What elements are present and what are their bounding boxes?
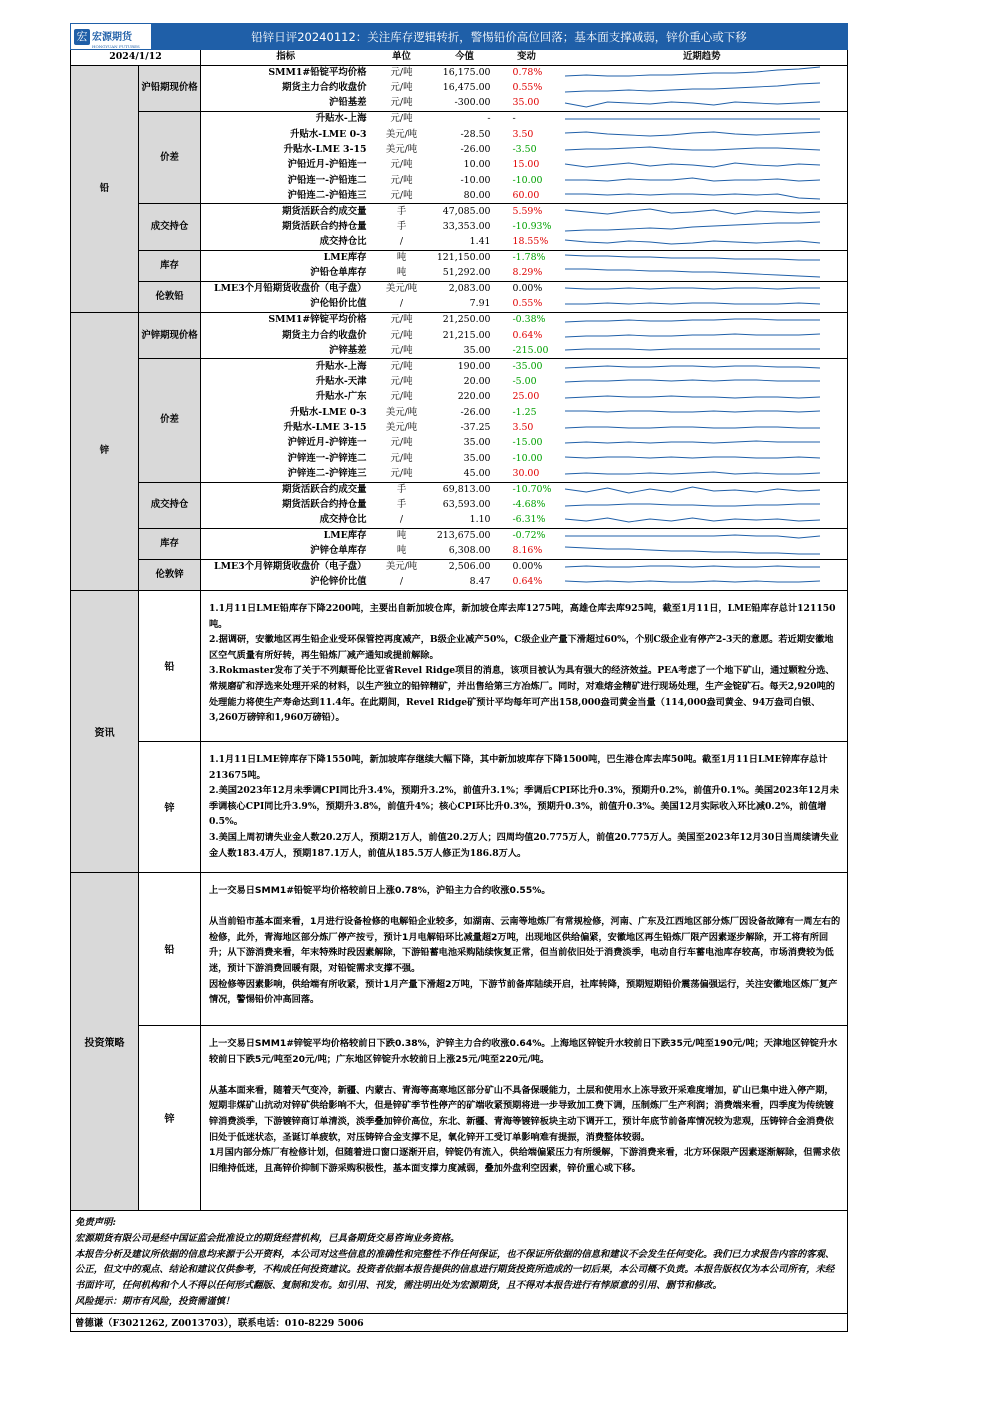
unit-cell: 吨 bbox=[371, 528, 433, 544]
value-cell: -26.00 bbox=[460, 143, 491, 155]
unit-cell: 元/吨 bbox=[390, 174, 413, 186]
trend-line bbox=[565, 396, 820, 398]
unit-cell: 手 bbox=[396, 221, 407, 233]
indicator-name: LME库存 bbox=[201, 528, 371, 544]
trend-sparkline bbox=[557, 559, 848, 575]
group-label: 库存 bbox=[139, 528, 201, 559]
unit-cell: 美元/吨 bbox=[385, 143, 418, 155]
unit-cell: 美元/吨 bbox=[371, 559, 433, 575]
indicator-row bbox=[71, 559, 848, 575]
logo-subtext: HONGYUAN FUTURES bbox=[92, 43, 140, 49]
change-cell: 60.00 bbox=[512, 189, 540, 201]
change-cell: -0.38% bbox=[497, 312, 557, 328]
trend-sparkline bbox=[557, 142, 848, 157]
trend-line bbox=[565, 255, 820, 260]
unit-cell: 美元/吨 bbox=[371, 281, 433, 297]
value-cell: 21,215.00 bbox=[442, 329, 491, 341]
trend-sparkline bbox=[557, 328, 848, 343]
news-lead-text: 1.1月11日LME铅库存下降2200吨，主要出自新加坡仓库，新加坡仓库去库1275吨，高雄仓库去库925吨，截至1月11日，LME铅库存总计121150吨。 2.据调研，安徽地区再生铅企业受环保管控再度减产，B级企业减产50%，C级企业产量下滑超过60%，个别C级企业有停产2-3天的意愿。若近期安徽地区空气质量有所好转，再生铅炼厂减产通知或提前解除。 3.Rokmaster发布了关于不列颠哥伦比亚省Revel Ridge项目的消息，该项目被认为具有强大的经济效益。PEA考虑了一个地下矿山，通过颗粒分选、常规磨矿和浮选来处理开采的材料，以生产独立的铅锌精矿，并出售给第三方冶炼厂。同时，对难熔金精矿进行现场处理，生产金锭矿石。每天2,920吨的处理能力将使生产寿命达到11.4年。在此期间，Revel Ridge矿预计平均每年可产出158,000盎司黄金当量（114,000盎司黄金、94万盎司白银、3,260万磅锌和1,960万磅铅）。 bbox=[209, 602, 836, 724]
indicator-name: SMM1#铅锭平均价格 bbox=[201, 65, 371, 81]
trend-sparkline bbox=[557, 343, 848, 359]
change-cell: 25.00 bbox=[512, 391, 540, 403]
value-cell: 220.00 bbox=[457, 391, 491, 403]
trend-line bbox=[565, 288, 820, 289]
logo-icon: 宏 bbox=[74, 29, 90, 45]
indicator-name: 期货主力合约收盘价 bbox=[282, 329, 367, 341]
metal-label: 锌 bbox=[71, 312, 139, 590]
indicator-name: 沪锌连二-沪锌连三 bbox=[287, 468, 367, 480]
indicator-name: 沪锌近月-沪锌连一 bbox=[287, 437, 367, 449]
value-cell: 1.41 bbox=[469, 236, 491, 248]
trend-sparkline bbox=[557, 359, 848, 375]
unit-cell: 美元/吨 bbox=[385, 422, 418, 434]
change-cell: -5.00 bbox=[512, 375, 537, 387]
trend-line bbox=[565, 349, 820, 350]
trend-line bbox=[565, 441, 820, 443]
value-cell: 16,475.00 bbox=[442, 82, 491, 94]
indicator-name: 沪铅连一-沪铅连二 bbox=[287, 174, 367, 186]
indicator-name: 沪铅近月-沪铅连一 bbox=[287, 159, 367, 171]
indicator-name: 沪铅基差 bbox=[329, 97, 367, 109]
group-label: 成交持仓 bbox=[139, 482, 201, 528]
indicator-name: 沪锌连一-沪锌连二 bbox=[287, 452, 367, 464]
indicator-row bbox=[71, 111, 848, 127]
trend-sparkline bbox=[557, 297, 848, 313]
trend-line bbox=[565, 209, 820, 214]
trend-line bbox=[565, 319, 820, 322]
trend-sparkline bbox=[557, 173, 848, 188]
indicator-name: 沪锌仓单库存 bbox=[310, 545, 367, 557]
change-cell: -10.00 bbox=[512, 174, 543, 186]
strategy-zinc-text: 上一交易日SMM1#锌锭平均价格较前日下跌0.38%，沪锌主力合约收涨0.64%。上海地区锌锭升水较前日下跌35元/吨至190元/吨；天津地区锌锭升水较前日下跌5元/吨至20元/吨；广东地区锌锭升水较前日上涨25元/吨至220元/吨。 从基本面来看，随着天气变冷，新疆、内蒙古、青海等高寒地区部分矿山不具备保暖能力，土层和使用水上冻导致开采难度增加，矿山已集中进入停产期，短期非煤矿山抗动对锌矿供给影响不大，但是锌矿季节性停产的矿端收紧预期将进一步导致加工费下调，压制炼厂生产利润；消费端来看，四季度为传统镀锌消费淡季，下游镀锌商订单清淡，淡季叠加锌价高位，东北、新疆、青海等镀锌板块主动下调开工，预计年底节前备库情况较为悲观，压铸锌合金消费依旧处于低迷状态，圣诞订单疲软，对压铸锌合金支撑不足，氧化锌开工受订单影响难有提振，消费整体较弱。 1月国内部分炼厂有检修计划，但随着进口窗口逐渐开启，锌锭仍有流入，供给端偏紧压力有所缓解，下游消费来看，北方环保限产因素逐渐解除，但需求依旧维持低迷，且高锌价抑制下游采购积极性，基本面支撑力度减弱，叠加外盘利空因素，锌价重心或下移。 bbox=[209, 1037, 841, 1174]
trend-line bbox=[565, 269, 820, 277]
value-cell: -28.50 bbox=[460, 128, 491, 140]
strategy-lead bbox=[139, 873, 847, 1025]
col-unit: 单位 bbox=[371, 50, 433, 65]
strategy-lead-label: 铅 bbox=[139, 873, 201, 1025]
trend-line bbox=[565, 147, 820, 150]
indicator-name: 沪伦锌价比值 bbox=[310, 576, 367, 588]
trend-sparkline bbox=[557, 188, 848, 204]
value-cell: 1.10 bbox=[469, 514, 491, 526]
trend-sparkline bbox=[557, 235, 848, 251]
trend-sparkline bbox=[557, 96, 848, 112]
trend-line bbox=[565, 380, 820, 382]
column-header-row bbox=[71, 50, 848, 65]
value-cell: - bbox=[433, 111, 497, 127]
group-label: 价差 bbox=[139, 359, 201, 482]
unit-cell: 手 bbox=[371, 204, 433, 220]
trend-line bbox=[565, 457, 820, 458]
value-cell: 35.00 bbox=[463, 344, 491, 356]
value-cell: 190.00 bbox=[433, 359, 497, 375]
indicator-table bbox=[70, 50, 848, 591]
trend-sparkline bbox=[557, 81, 848, 96]
trend-sparkline bbox=[557, 65, 848, 81]
trend-line bbox=[565, 487, 820, 493]
trend-line bbox=[565, 535, 820, 538]
indicator-name: 期货活跃合约成交量 bbox=[201, 204, 371, 220]
news-block bbox=[71, 591, 847, 872]
unit-cell: 元/吨 bbox=[390, 82, 413, 94]
trend-line bbox=[565, 334, 820, 337]
value-cell: 2,083.00 bbox=[433, 281, 497, 297]
col-indicator: 指标 bbox=[201, 50, 371, 65]
trend-sparkline bbox=[557, 204, 848, 220]
change-cell: 15.00 bbox=[512, 159, 540, 171]
indicator-name: 升贴水-上海 bbox=[201, 359, 371, 375]
trend-sparkline bbox=[557, 127, 848, 142]
value-cell: 20.00 bbox=[463, 375, 491, 387]
value-cell: 8.47 bbox=[469, 576, 491, 588]
indicator-name: 升贴水-天津 bbox=[315, 375, 367, 387]
col-change: 变动 bbox=[497, 50, 557, 65]
trend-sparkline bbox=[557, 451, 848, 466]
trend-sparkline bbox=[557, 405, 848, 420]
indicator-row bbox=[71, 65, 848, 81]
change-cell: -10.93% bbox=[512, 221, 552, 233]
value-cell: 21,250.00 bbox=[433, 312, 497, 328]
trend-line bbox=[565, 547, 820, 554]
unit-cell: / bbox=[399, 514, 404, 526]
strategy-zinc bbox=[139, 1025, 847, 1210]
indicator-name: 成交持仓比 bbox=[319, 514, 367, 526]
analyst-contact: 曾德谦（F3021262, Z0013703），联系电话：010-8229 5006 bbox=[70, 1314, 848, 1332]
value-cell: 63,593.00 bbox=[442, 499, 491, 511]
news-zinc-label: 锌 bbox=[139, 742, 201, 872]
group-label: 价差 bbox=[139, 111, 201, 204]
strategy-block bbox=[71, 872, 847, 1210]
unit-cell: 元/吨 bbox=[371, 65, 433, 81]
indicator-row bbox=[71, 204, 848, 220]
indicator-name: 沪锌基差 bbox=[329, 344, 367, 356]
trend-sparkline bbox=[557, 281, 848, 297]
unit-cell: 元/吨 bbox=[390, 159, 413, 171]
value-cell: 213,675.00 bbox=[433, 528, 497, 544]
disclaimer: 免责声明: 宏源期货有限公司是经中国证监会批准设立的期货经营机构，已具备期货交易咨询业务资格。 本报告分析及建议所依据的信息均来源于公开资料，本公司对这些信息的准确性和完整性不作任何保证，也不保证所依据的信息和建议不会发生任何变化。我们已力求报告内容的客观、公正，但文中的观点、结论和建议仅供参考，不构成任何投资建议。投资者依据本报告提供的信息进行期货投资所造成的一切后果，本公司概不负责。本报告版权仅为本公司所有，未经书面许可，任何机构和个人不得以任何形式翻版、复制和发布。如引用、刊发，需注明出处为宏源期货，且不得对本报告进行有悖原意的引用、删节和修改。 风险提示：期市有风险，投资需谨慎！ bbox=[70, 1211, 848, 1314]
change-cell: 0.55% bbox=[512, 82, 543, 94]
unit-cell: / bbox=[399, 298, 404, 310]
news-lead-label: 铅 bbox=[139, 591, 201, 741]
group-label: 成交持仓 bbox=[139, 204, 201, 250]
unit-cell: 元/吨 bbox=[390, 375, 413, 387]
indicator-name: 期货活跃合约持仓量 bbox=[282, 499, 367, 511]
unit-cell: 元/吨 bbox=[390, 97, 413, 109]
indicator-name: 升贴水-LME 0-3 bbox=[290, 128, 367, 140]
value-cell: 16,175.00 bbox=[433, 65, 497, 81]
indicator-row bbox=[71, 359, 848, 375]
value-cell: 121,150.00 bbox=[433, 250, 497, 266]
trend-sparkline bbox=[557, 467, 848, 483]
trend-sparkline bbox=[557, 436, 848, 451]
trend-line bbox=[565, 102, 820, 107]
value-cell: 51,292.00 bbox=[442, 267, 491, 279]
trend-line bbox=[565, 411, 820, 412]
indicator-name: 升贴水-广东 bbox=[315, 391, 367, 403]
company-logo bbox=[71, 24, 151, 49]
change-cell: 35.00 bbox=[512, 97, 540, 109]
unit-cell: 元/吨 bbox=[371, 111, 433, 127]
trend-line bbox=[565, 303, 820, 304]
trend-sparkline bbox=[557, 158, 848, 173]
indicator-row bbox=[71, 250, 848, 266]
change-cell: 30.00 bbox=[512, 468, 540, 480]
change-cell: -15.00 bbox=[512, 437, 543, 449]
unit-cell: / bbox=[399, 236, 404, 248]
change-cell: 0.64% bbox=[512, 329, 543, 341]
indicator-name: 成交持仓比 bbox=[319, 236, 367, 248]
change-cell: 0.55% bbox=[512, 298, 543, 310]
change-cell: 8.29% bbox=[512, 267, 543, 279]
group-label: 库存 bbox=[139, 250, 201, 281]
unit-cell: 美元/吨 bbox=[385, 128, 418, 140]
logo-text: 宏源期货 bbox=[92, 31, 132, 43]
change-cell: -1.78% bbox=[497, 250, 557, 266]
indicator-name: SMM1#锌锭平均价格 bbox=[201, 312, 371, 328]
col-trend: 近期趋势 bbox=[557, 50, 848, 65]
change-cell: -6.31% bbox=[512, 514, 546, 526]
trend-line bbox=[565, 67, 820, 76]
trend-sparkline bbox=[557, 575, 848, 591]
trend-line bbox=[565, 163, 820, 167]
trend-line bbox=[565, 472, 820, 474]
change-cell: -215.00 bbox=[512, 344, 549, 356]
change-cell: 3.50 bbox=[512, 128, 534, 140]
unit-cell: 元/吨 bbox=[390, 468, 413, 480]
value-cell: 69,813.00 bbox=[433, 482, 497, 498]
report-date: 2024/1/12 bbox=[71, 50, 201, 65]
strategy-zinc-label: 锌 bbox=[139, 1026, 201, 1210]
group-label: 沪铅期现价格 bbox=[139, 65, 201, 111]
value-cell: 35.00 bbox=[463, 452, 491, 464]
indicator-row bbox=[71, 281, 848, 297]
news-zinc-text: 1.1月11日LME锌库存下降1550吨，新加坡库存继续大幅下降，其中新加坡库存下降1500吨，巴生港仓库去库50吨。截至1月11日LME锌库存总计213675吨。 2.美国2023年12月未季调CPI同比升3.4%，预期升3.2%，前值升3.1%；季调后CPI环比升0.3%，预期升0.2%，前值升0.1%。美国2023年12月未季调核心CPI同比升3.9%，预期升3.8%，前值升4%；核心CPI环比升0.3%，预期升0.3%，前值升0.3%。美国12月实际收入环比减0.2%，前值增0.5%。 3.美国上周初请失业金人数20.2万人，预期21万人，前值20.2万人；四周均值20.775万人，前值20.775万人。美国至2023年12月30日当周续请失业金人数183.4万人，预期187.1万人，前值从185.5万人修正为186.8万人。 bbox=[209, 753, 839, 859]
unit-cell: 元/吨 bbox=[371, 359, 433, 375]
strategy-lead-text: 上一交易日SMM1#铅锭平均价格较前日上涨0.78%，沪铅主力合约收涨0.55%。 从当前铅市基本面来看，1月进行设备检修的电解铅企业较多，如湖南、云南等地炼厂有常规检修，河南、广东及江西地区部分炼厂因设备故障有一周左右的检修，此外，青海地区部分炼厂停产按亏，预计1月电解铅环比减量超2万吨，出现地区供给偏紧，安徽地区再生铅炼厂限产因素逐步解除，开工将有所回升；从下游消费来看，年末特殊时段因素解除，下游铅蓄电池采购陆续恢复正常，但当前依旧处于消费淡季，电动自行车蓄电池库存较高，市场消费较为低迷，预计下游消费回暖有限，对铅锭需求支撑不强。 因检修等因素影响，供给端有所收紧，预计1月产量下滑超2万吨，下游节前备库陆续开启，社库转降，预期短期铅价震荡偏强运行，关注安徽地区炼厂复产情况，警惕铅价冲高回落。 bbox=[209, 884, 841, 1006]
change-cell: 0.00% bbox=[497, 281, 557, 297]
trend-sparkline bbox=[557, 513, 848, 529]
unit-cell: 元/吨 bbox=[390, 329, 413, 341]
trend-sparkline bbox=[557, 266, 848, 282]
unit-cell: 元/吨 bbox=[390, 344, 413, 356]
col-value: 今值 bbox=[433, 50, 497, 65]
indicator-name: LME3个月铅期货收盘价（电子盘） bbox=[201, 281, 371, 297]
unit-cell: 元/吨 bbox=[390, 452, 413, 464]
change-cell: -10.70% bbox=[497, 482, 557, 498]
trend-line bbox=[565, 427, 820, 428]
news-zinc bbox=[139, 741, 847, 872]
unit-cell: 美元/吨 bbox=[385, 406, 418, 418]
trend-line bbox=[565, 222, 820, 231]
trend-sparkline bbox=[557, 420, 848, 435]
report-title: 铅锌日评20240112：关注库存逻辑转折，警惕铅价高位回落；基本面支撑减弱，锌价重心或下移 bbox=[151, 24, 847, 49]
value-cell: -37.25 bbox=[460, 422, 491, 434]
change-cell: -10.00 bbox=[512, 452, 543, 464]
indicator-row bbox=[71, 528, 848, 544]
trend-line bbox=[565, 366, 820, 368]
trend-line bbox=[565, 518, 820, 522]
value-cell: 10.00 bbox=[463, 159, 491, 171]
strategy-label: 投资策略 bbox=[71, 873, 139, 1210]
news-strategy-section bbox=[70, 591, 848, 1211]
change-cell: 0.64% bbox=[512, 576, 543, 588]
change-cell: 5.59% bbox=[497, 204, 557, 220]
news-label: 资讯 bbox=[71, 591, 139, 872]
unit-cell: 吨 bbox=[396, 545, 407, 557]
indicator-name: 沪铅连二-沪铅连三 bbox=[287, 189, 367, 201]
value-cell: -26.00 bbox=[460, 406, 491, 418]
value-cell: 7.91 bbox=[469, 298, 491, 310]
indicator-name: LME库存 bbox=[201, 250, 371, 266]
trend-line bbox=[565, 83, 820, 92]
group-label: 沪锌期现价格 bbox=[139, 312, 201, 358]
trend-sparkline bbox=[557, 219, 848, 234]
change-cell: 0.78% bbox=[497, 65, 557, 81]
value-cell: 47,085.00 bbox=[433, 204, 497, 220]
trend-sparkline bbox=[557, 374, 848, 389]
indicator-name: 沪铅仓单库存 bbox=[310, 267, 367, 279]
trend-sparkline bbox=[557, 544, 848, 560]
trend-sparkline bbox=[557, 250, 848, 266]
indicator-name: 升贴水-LME 0-3 bbox=[290, 406, 367, 418]
report-header bbox=[70, 23, 848, 50]
news-lead bbox=[139, 591, 847, 741]
value-cell: 6,308.00 bbox=[448, 545, 491, 557]
value-cell: -10.00 bbox=[460, 174, 491, 186]
value-cell: 2,506.00 bbox=[433, 559, 497, 575]
unit-cell: 元/吨 bbox=[371, 312, 433, 328]
trend-sparkline bbox=[557, 312, 848, 328]
change-cell: -3.50 bbox=[512, 143, 537, 155]
indicator-name: LME3个月锌期货收盘价（电子盘） bbox=[201, 559, 371, 575]
change-cell: -0.72% bbox=[497, 528, 557, 544]
unit-cell: 元/吨 bbox=[390, 391, 413, 403]
trend-sparkline bbox=[557, 390, 848, 405]
value-cell: 80.00 bbox=[463, 189, 491, 201]
indicator-row bbox=[71, 312, 848, 328]
trend-line bbox=[565, 566, 820, 567]
indicator-name: 升贴水-LME 3-15 bbox=[283, 422, 367, 434]
metal-label: 铅 bbox=[71, 65, 139, 312]
value-cell: 35.00 bbox=[463, 437, 491, 449]
indicator-name: 沪伦铅价比值 bbox=[310, 298, 367, 310]
trend-sparkline bbox=[557, 482, 848, 498]
trend-line bbox=[565, 132, 820, 136]
trend-line bbox=[565, 194, 820, 199]
unit-cell: 手 bbox=[396, 499, 407, 511]
trend-line bbox=[565, 240, 820, 244]
change-cell: - bbox=[497, 111, 557, 127]
unit-cell: 元/吨 bbox=[390, 437, 413, 449]
value-cell: 33,353.00 bbox=[442, 221, 491, 233]
trend-line bbox=[565, 581, 820, 582]
value-cell: 45.00 bbox=[463, 468, 491, 480]
unit-cell: 吨 bbox=[396, 267, 407, 279]
indicator-row bbox=[71, 482, 848, 498]
change-cell: 18.55% bbox=[512, 236, 549, 248]
change-cell: -4.68% bbox=[512, 499, 546, 511]
change-cell: 3.50 bbox=[512, 422, 534, 434]
unit-cell: 手 bbox=[371, 482, 433, 498]
change-cell: 0.00% bbox=[497, 559, 557, 575]
trend-sparkline bbox=[557, 498, 848, 513]
change-cell: -35.00 bbox=[497, 359, 557, 375]
indicator-name: 期货主力合约收盘价 bbox=[282, 82, 367, 94]
trend-line bbox=[565, 504, 820, 506]
change-cell: 8.16% bbox=[512, 545, 543, 557]
value-cell: -300.00 bbox=[454, 97, 491, 109]
unit-cell: / bbox=[399, 576, 404, 588]
change-cell: -1.25 bbox=[512, 406, 537, 418]
indicator-name: 升贴水-LME 3-15 bbox=[283, 143, 367, 155]
report-page bbox=[70, 23, 848, 1332]
trend-sparkline bbox=[557, 111, 848, 127]
unit-cell: 元/吨 bbox=[390, 189, 413, 201]
indicator-name: 期货活跃合约成交量 bbox=[201, 482, 371, 498]
group-label: 伦敦铅 bbox=[139, 281, 201, 312]
unit-cell: 吨 bbox=[371, 250, 433, 266]
trend-line bbox=[565, 178, 820, 181]
indicator-name: 升贴水-上海 bbox=[201, 111, 371, 127]
indicator-name: 期货活跃合约持仓量 bbox=[282, 221, 367, 233]
group-label: 伦敦锌 bbox=[139, 559, 201, 590]
trend-sparkline bbox=[557, 528, 848, 544]
